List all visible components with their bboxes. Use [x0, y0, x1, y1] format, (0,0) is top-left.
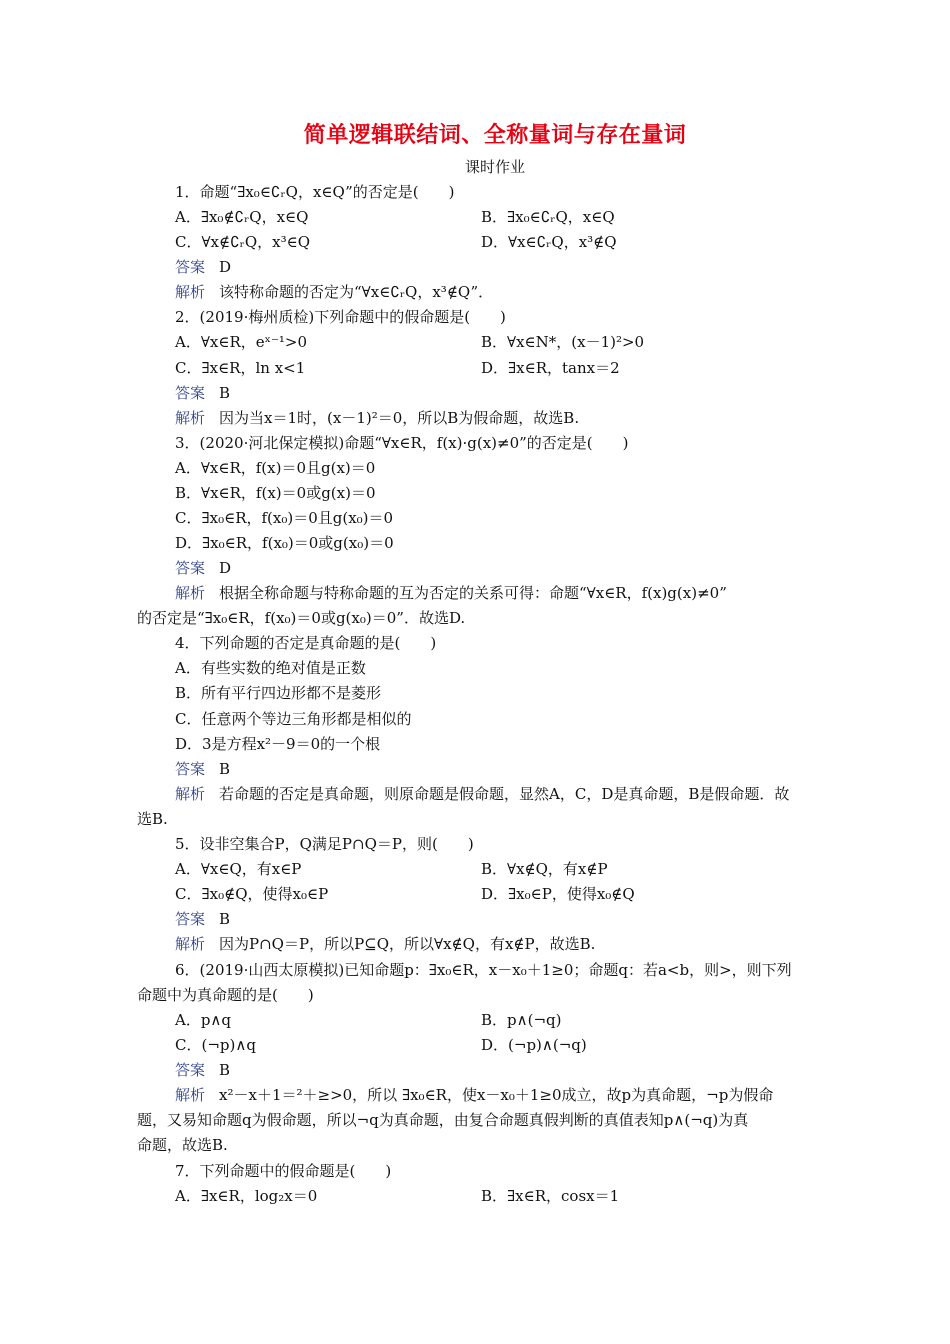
analysis-text: 若命题的否定是真命题，则原命题是假命题，显然A，C，D是真命题，B是假命题．故	[219, 785, 790, 803]
page-title: 简单逻辑联结词、全称量词与存在量词	[303, 123, 687, 148]
question-6-analysis-cont-2: 命题，故选B.	[137, 1136, 228, 1154]
analysis-text: 该特称命题的否定为“∀x∈∁ᵣQ，x³∉Q”．	[219, 283, 494, 301]
page-subtitle: 课时作业	[464, 158, 525, 176]
answer-label: 答案	[175, 258, 206, 276]
question-1-option-c: C．∀x∉∁ᵣQ，x³∈Q	[175, 233, 311, 251]
question-6-answer	[175, 1060, 230, 1080]
question-2-analysis	[175, 408, 579, 428]
question-1-option-b: B．∃x₀∈∁ᵣQ，x∈Q	[481, 208, 615, 226]
question-6-stem-cont: 命题中为真命题的是( )	[137, 986, 314, 1004]
question-1-analysis	[175, 282, 493, 302]
question-7-option-b: B．∃x∈R，cosx＝1	[481, 1187, 620, 1205]
question-6-analysis-cont-1: 题，又易知命题q为假命题，所以¬q为真命题，由复合命题真假判断的真值表知p∧(¬q)为真	[137, 1111, 749, 1129]
question-3-answer	[175, 558, 231, 578]
question-4-answer	[175, 759, 230, 779]
analysis-text: 根据全称命题与特称命题的互为否定的关系可得：命题“∀x∈R，f(x)g(x)≠0”	[219, 584, 727, 602]
analysis-label: 解析	[175, 283, 206, 301]
answer-value: B	[219, 910, 231, 928]
question-2-option-c: C．∃x∈R，ln x<1	[175, 359, 306, 377]
question-1-answer	[175, 257, 231, 277]
question-5-option-c: C．∃x₀∉Q，使得x₀∈P	[175, 885, 329, 903]
question-3-option-c: C．∃x₀∈R，f(x₀)＝0且g(x₀)＝0	[175, 509, 394, 527]
question-2-stem: 2．(2019·梅州质检)下列命题中的假命题是( )	[175, 308, 506, 326]
question-3-stem: 3．(2020·河北保定模拟)命题“∀x∈R，f(x)·g(x)≠0”的否定是( )	[175, 434, 629, 452]
analysis-label: 解析	[175, 584, 206, 602]
question-4-option-b: B．所有平行四边形都不是菱形	[175, 684, 382, 702]
question-2-option-b: B．∀x∈N*，(x－1)²>0	[481, 333, 645, 351]
question-3-option-b: B．∀x∈R，f(x)＝0或g(x)＝0	[175, 484, 376, 502]
question-2-answer	[175, 383, 230, 403]
question-1-stem: 1．命题“∃x₀∈∁ᵣQ，x∈Q”的否定是( )	[175, 183, 455, 201]
answer-value: D	[219, 559, 232, 577]
question-6-stem: 6．(2019·山西太原模拟)已知命题p：∃x₀∈R，x－x₀＋1≥0；命题q：若a<b，则>，则下列	[175, 961, 792, 979]
answer-value: B	[219, 760, 231, 778]
question-4-analysis	[175, 784, 789, 804]
question-6-option-c: C．(¬p)∧q	[175, 1036, 256, 1054]
answer-value: D	[219, 258, 232, 276]
question-6-option-b: B．p∧(¬q)	[481, 1011, 562, 1029]
answer-label: 答案	[175, 559, 206, 577]
question-3-analysis	[175, 583, 727, 603]
question-3-analysis-cont: 的否定是“∃x₀∈R，f(x₀)＝0或g(x₀)＝0”．故选D.	[137, 609, 466, 627]
question-5-answer	[175, 909, 230, 929]
analysis-label: 解析	[175, 1086, 206, 1104]
question-3-option-d: D．∃x₀∈R，f(x₀)＝0或g(x₀)＝0	[175, 534, 394, 552]
question-4-option-c: C．任意两个等边三角形都是相似的	[175, 710, 412, 728]
analysis-label: 解析	[175, 409, 206, 427]
question-7-stem: 7．下列命题中的假命题是( )	[175, 1162, 392, 1180]
question-4-option-a: A．有些实数的绝对值是正数	[175, 659, 366, 677]
question-6-option-d: D．(¬p)∧(¬q)	[481, 1036, 587, 1054]
question-6-option-a: A．p∧q	[175, 1011, 232, 1029]
question-6-analysis	[175, 1085, 773, 1105]
question-1-option-a: A．∃x₀∉∁ᵣQ，x∈Q	[175, 208, 309, 226]
question-5-option-a: A．∀x∈Q，有x∈P	[175, 860, 302, 878]
question-4-stem: 4．下列命题的否定是真命题的是( )	[175, 634, 437, 652]
answer-value: B	[219, 384, 231, 402]
question-5-stem: 5．设非空集合P，Q满足P∩Q＝P，则( )	[175, 835, 474, 853]
analysis-text: 因为当x＝1时，(x－1)²＝0，所以B为假命题，故选B.	[219, 409, 580, 427]
question-4-option-d: D．3是方程x²－9＝0的一个根	[175, 735, 381, 753]
question-1-option-d: D．∀x∈∁ᵣQ，x³∉Q	[481, 233, 617, 251]
question-5-analysis	[175, 934, 595, 954]
answer-label: 答案	[175, 910, 206, 928]
question-2-option-d: D．∃x∈R，tanx＝2	[481, 359, 620, 377]
answer-label: 答案	[175, 384, 206, 402]
question-7-option-a: A．∃x∈R，log₂x＝0	[175, 1187, 318, 1205]
analysis-label: 解析	[175, 935, 206, 953]
question-3-option-a: A．∀x∈R，f(x)＝0且g(x)＝0	[175, 459, 376, 477]
question-2-option-a: A．∀x∈R，eˣ⁻¹>0	[175, 333, 308, 351]
analysis-label: 解析	[175, 785, 206, 803]
analysis-text: x²－x＋1＝²＋≥>0，所以 ∃x₀∈R，使x－x₀＋1≥0成立，故p为真命题，¬p为假命	[219, 1086, 774, 1104]
answer-label: 答案	[175, 760, 206, 778]
question-4-analysis-cont: 选B.	[137, 810, 168, 828]
answer-value: B	[219, 1061, 231, 1079]
question-5-option-d: D．∃x₀∈P，使得x₀∉Q	[481, 885, 635, 903]
analysis-text: 因为P∩Q＝P，所以P⊆Q，所以∀x∉Q，有x∉P，故选B.	[219, 935, 596, 953]
question-5-option-b: B．∀x∉Q，有x∉P	[481, 860, 608, 878]
answer-label: 答案	[175, 1061, 206, 1079]
